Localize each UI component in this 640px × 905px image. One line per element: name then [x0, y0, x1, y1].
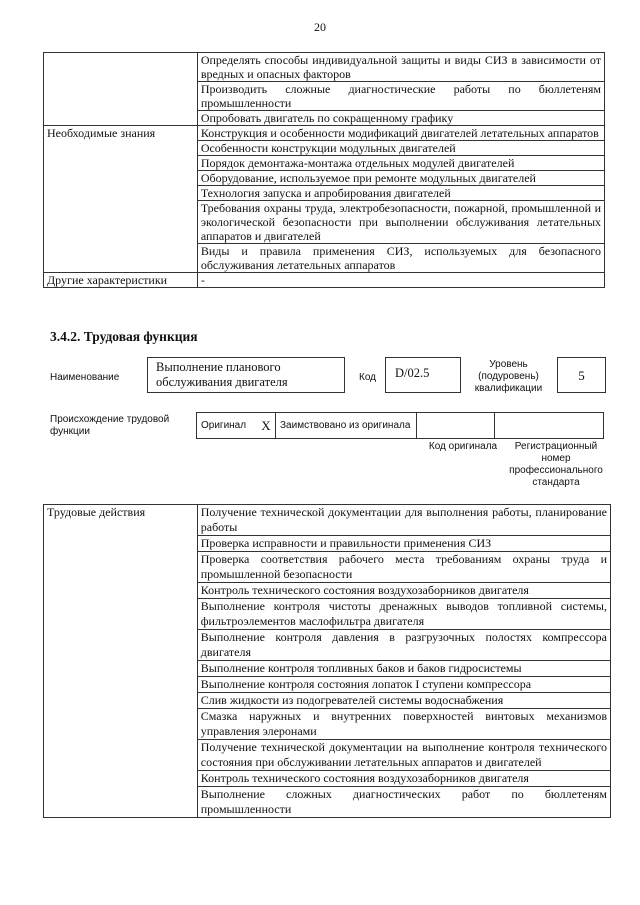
name-label: Наименование — [50, 372, 120, 383]
code-original-caption: Код оригинала — [428, 441, 498, 452]
row-label — [44, 53, 198, 126]
function-code-value: D/02.5 — [385, 357, 461, 393]
table-cell: Выполнение контроля чистоты дренажных выводов топливной системы, фильтроэлементов маслофильтра двигателя — [197, 599, 610, 630]
reg-number-cell — [495, 413, 604, 439]
row-label-knowledge: Необходимые знания — [44, 126, 198, 273]
origin-label: Происхождение трудовой функции — [50, 414, 170, 437]
code-label: Код — [359, 372, 377, 383]
table-cell: Производить сложные диагностические работы по бюллетеням промышленности — [197, 82, 604, 111]
table-row — [44, 53, 605, 82]
table-cell: Слив жидкости из подогревателей системы водоснабжения — [197, 693, 610, 709]
table-cell: Технология запуска и апробирования двигателей — [197, 186, 604, 201]
labor-actions-table — [43, 504, 611, 818]
reg-number-caption: Регистрационный номер профессионального стандарта — [509, 441, 603, 488]
table-row — [44, 273, 605, 288]
table-row — [44, 505, 611, 536]
table-cell: Требования охраны труда, электробезопасности, пожарной, промышленной и экологической безопасности при выполнении обслуживания летательных аппаратов и двигателей — [197, 201, 604, 244]
table-cell: Получение технической документации на выполнение контроля технического состояния при обслуживании летательных аппаратов и двигателей — [197, 740, 610, 771]
table-cell: Оборудование, используемое при ремонте модульных двигателей — [197, 171, 604, 186]
row-label-actions: Трудовые действия — [44, 505, 198, 818]
original-label: Оригинал — [197, 413, 258, 439]
table-row — [44, 126, 605, 141]
section-heading: 3.4.2. Трудовая функция — [50, 329, 198, 344]
borrowed-label: Заимствовано из оригинала — [276, 413, 417, 439]
table-cell: Особенности конструкции модульных двигателей — [197, 141, 604, 156]
table-cell: Получение технической документации для выполнения работы, планирование работы — [197, 505, 610, 536]
original-mark: X — [257, 413, 276, 439]
table-cell: Определять способы индивидуальной защиты и виды СИЗ в зависимости от вредных и опасных факторов — [197, 53, 604, 82]
table-cell: Выполнение контроля давления в разгрузочных полостях компрессора двигателя — [197, 630, 610, 661]
table-cell: Порядок демонтажа-монтажа отдельных модулей двигателей — [197, 156, 604, 171]
table-cell: Проверка соответствия рабочего места требованиям охраны труда и промышленной безопасности — [197, 552, 610, 583]
code-original-cell — [417, 413, 495, 439]
level-label: Уровень (подуровень) квалификации — [474, 359, 543, 394]
origin-table — [196, 412, 604, 439]
table-cell: - — [197, 273, 604, 288]
skills-knowledge-table — [43, 52, 605, 288]
table-cell: Виды и правила применения СИЗ, используемых для безопасного обслуживания летательных аппаратов — [197, 244, 604, 273]
row-label-other: Другие характеристики — [44, 273, 198, 288]
page-number: 20 — [314, 20, 326, 34]
table-cell: Конструкция и особенности модификаций двигателей летательных аппаратов — [197, 126, 604, 141]
table-cell: Выполнение контроля состояния лопаток I ступени компрессора — [197, 677, 610, 693]
table-cell: Проверка исправности и правильности применения СИЗ — [197, 536, 610, 552]
function-name-value: Выполнение планового обслуживания двигателя — [147, 357, 345, 393]
table-cell: Выполнение контроля топливных баков и баков гидросистемы — [197, 661, 610, 677]
table-cell: Смазка наружных и внутренних поверхностей винтовых механизмов управления элеронами — [197, 709, 610, 740]
table-cell: Выполнение сложных диагностических работ по бюллетеням промышленности — [197, 787, 610, 818]
table-cell: Опробовать двигатель по сокращенному графику — [197, 111, 604, 126]
level-value: 5 — [557, 357, 606, 393]
table-cell: Контроль технического состояния воздухозаборников двигателя — [197, 771, 610, 787]
table-cell: Контроль технического состояния воздухозаборников двигателя — [197, 583, 610, 599]
